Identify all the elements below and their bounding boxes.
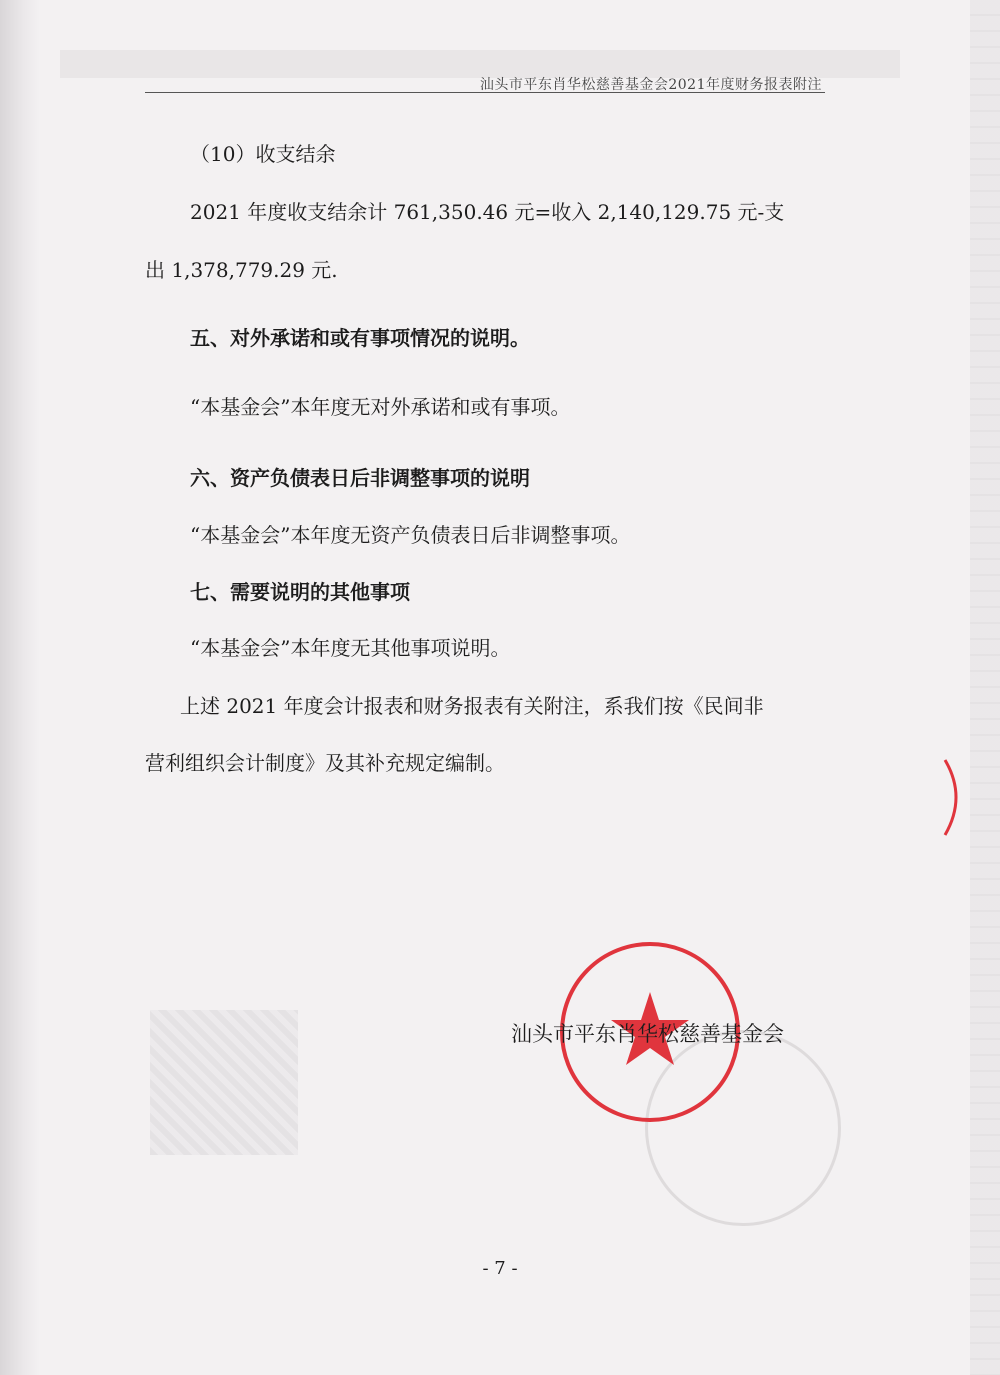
binding-shadow <box>0 0 40 1375</box>
section-6-body: “本基金会”本年度无资产负债表日后非调整事项。 <box>190 523 631 547</box>
section-7-body: “本基金会”本年度无其他事项说明。 <box>190 636 511 660</box>
red-mark-arc <box>915 755 975 840</box>
closing-line-2: 营利组织会计制度》及其补充规定编制。 <box>145 751 505 775</box>
section-6-title: 六、资产负债表日后非调整事项的说明 <box>190 466 530 490</box>
surplus-line-1: 2021 年度收支结余计 761,350.46 元=收入 2,140,129.75 元-支 <box>190 200 785 224</box>
page-header: 汕头市平东肖华松慈善基金会2021年度财务报表附注 <box>479 77 822 93</box>
closing-line-1: 上述 2021 年度会计报表和财务报表有关附注，系我们按《民间非 <box>180 694 764 718</box>
section-7-title: 七、需要说明的其他事项 <box>190 580 410 604</box>
surplus-title: （10）收支结余 <box>190 142 336 166</box>
surplus-line-2: 出 1,378,779.29 元. <box>145 258 338 282</box>
section-5-title: 五、对外承诺和或有事项情况的说明。 <box>190 326 530 350</box>
header-rule <box>145 92 825 93</box>
signature-organization: 汕头市平东肖华松慈善基金会 <box>511 1022 784 1046</box>
page-edge <box>970 0 1000 1375</box>
section-5-body: “本基金会”本年度无对外承诺和或有事项。 <box>190 395 571 419</box>
page-number: - 7 - <box>482 1258 518 1279</box>
background-qr-code <box>150 1010 298 1155</box>
